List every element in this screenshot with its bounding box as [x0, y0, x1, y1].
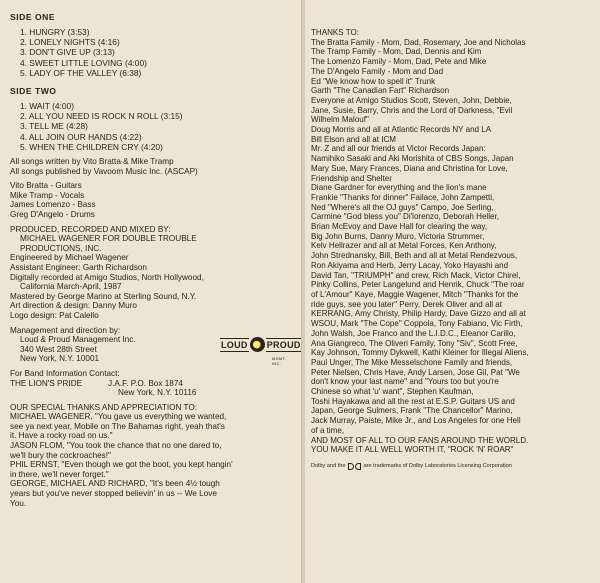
- dolby-double-d-icon: [348, 463, 362, 470]
- thanks-line: Toshi Hayakawa and all the rest at E.S.P. Guitars US and: [311, 396, 515, 406]
- special-thanks-line: OUR SPECIAL THANKS AND APPRECIATION TO:: [10, 402, 197, 412]
- special-thanks-line: years but you've never stopped believin' in us -- We Love: [10, 489, 217, 499]
- thanks-line: David Tan, "TRIUMPH" and crew, Rich Mack, Victor Chirel,: [311, 270, 521, 280]
- band-info-title: For Band Information Contact:: [10, 368, 120, 378]
- credit-line: Logo design: Pat Calello: [10, 310, 99, 320]
- management-line: Loud & Proud Management Inc.: [20, 335, 136, 345]
- thanks-line: Paul Unger, The Mike Messelschone Family and friends,: [311, 357, 513, 367]
- thanks-line: Friendship and Shelter: [311, 173, 392, 183]
- credit-line: Engineered by Michael Wagener: [10, 253, 129, 263]
- thanks-line: Wilhelm Malouf": [311, 115, 369, 125]
- band-member: Mike Tramp - Vocals: [10, 190, 85, 200]
- thanks-list: [311, 28, 594, 455]
- management-line: New York, N.Y. 10001: [20, 354, 100, 364]
- thanks-line: Kelv Hellrazer and all at Metal Forces, Ken Anthony,: [311, 241, 497, 251]
- thanks-line: Mr. Z and all our friends at Victor Records Japan:: [311, 144, 486, 154]
- thanks-line: Mary Sue, Mary Frances, Diana and Christina for Love,: [311, 163, 508, 173]
- logo-subtitle: MGMT. INC.: [272, 355, 287, 366]
- track-item: 3. DON'T GIVE UP (3:13): [20, 47, 115, 58]
- thanks-line: KERRANG, Amy Christy, Philip Hardy, Dave Gizzo and all at: [311, 309, 526, 319]
- credit-line: California March-April, 1987: [20, 282, 122, 292]
- track-item: 4. SWEET LITTLE LOVING (4:00): [20, 57, 147, 68]
- thanks-line: Garth "The Canadian Fart" Richardson: [311, 86, 450, 96]
- thanks-line: Jack Murray, Paiste, Mike Jr., and Los Angeles for one Hell: [311, 416, 521, 426]
- thanks-line: Namihiko Sasaki and Aki Morishita of CBS Songs, Japan: [311, 154, 514, 164]
- production-line: PRODUCTIONS, INC.: [20, 243, 102, 253]
- track-item: 1. WAIT (4:00): [20, 101, 74, 112]
- special-thanks-line: GEORGE, MICHAEL AND RICHARD, "It's been 4½ tough: [10, 479, 220, 489]
- lion-emblem-icon: ♌: [250, 337, 265, 352]
- track-item: 2. LONELY NIGHTS (4:16): [20, 37, 120, 48]
- thanks-line: Frankie "Thanks for dinner" Failace, John Zampetti,: [311, 192, 495, 202]
- credit-line: All songs written by Vito Bratta & Mike Tramp: [10, 157, 174, 167]
- thanks-line: of L'Amour" Kaye, Maggie Wagener, Mitch "Thanks for the: [311, 289, 519, 299]
- thanks-line: Kay Johnson, Tommy Dykwell, Kathi Kleiner for Illegal Aliens,: [311, 348, 529, 358]
- track-item: 3. TELL ME (4:28): [20, 121, 88, 132]
- thanks-line: THANKS TO:: [311, 28, 359, 37]
- special-thanks-line: see ya next year, Mobile on The Bahamas right, yeah that's: [10, 421, 225, 431]
- thanks-line: Ned "Where's all the OJ guys" Campo, Joe Serling,: [311, 202, 494, 212]
- thanks-line: Ron Akiyama and Herb, Jerry Lacay, Yoko Hayashi and: [311, 260, 509, 270]
- production-line: MICHAEL WAGENER FOR DOUBLE TROUBLE: [20, 234, 197, 244]
- management-block: [10, 325, 301, 366]
- band-info-line: THE LION'S PRIDE J.A.F. P.O. Box 1874: [10, 378, 183, 388]
- thanks-line: ride guys, see you later" Perry, Derek Oliver and all at: [311, 299, 502, 309]
- thanks-line: WSOU, Mark "The Cope" Coppola, Tony Fabiano, Vic Firth,: [311, 319, 523, 329]
- credit-line: Assistant Engineer: Garth Richardson: [10, 262, 147, 272]
- dolby-trademark-notice: Dolby and the are trademarks of Dolby Laboratories Licensing Corporation: [311, 463, 512, 470]
- band-members: [10, 181, 292, 219]
- thanks-line: Chinese so what 'u' want", Stephen Kaufman,: [311, 387, 474, 397]
- thanks-line: Ed "We know how to spell it" Trunk: [311, 76, 436, 86]
- thanks-line: The Lomenzo Family - Mom, Dad, Pete and Mike: [311, 57, 487, 67]
- credit-line: Mastered by George Marino at Sterling Sound, N.Y.: [10, 291, 197, 301]
- production-heading: PRODUCED, RECORDED AND MIXED BY:: [10, 224, 171, 234]
- track-item: 4. ALL JOIN OUR HANDS (4:22): [20, 131, 142, 142]
- special-thanks-line: PHIL ERNST, "Even though we got the boot, you kept hangin': [10, 460, 233, 470]
- thanks-line: Carmine "God bless you" Di'lorenzo, Deborah Heller,: [311, 212, 499, 222]
- thanks-line: Jane, Susie, Barry, Chris and the Lord of Darkness, "Evil: [311, 105, 513, 115]
- special-thanks-line: JASON FLOM, "You took the chance that no one dared to,: [10, 441, 222, 451]
- thanks-line: Peter Nielsen, Chris Have, Andy Larsen, Jose Gil, Pat "We: [311, 367, 520, 377]
- special-thanks-line: You.: [10, 498, 27, 508]
- thanks-line: John Strednansky, Bill, Beth and all at Metal Rendezvous,: [311, 251, 518, 261]
- special-thanks-line: in there, we'll never forget.": [10, 469, 109, 479]
- track-item: 2. ALL YOU NEED IS ROCK N ROLL (3:15): [20, 111, 183, 122]
- thanks-line: Big John Burns, Danny Muro, Victoria Strummer,: [311, 231, 485, 241]
- management-line: 340 West 28th Street: [20, 344, 97, 354]
- thanks-line: John Walsh, Joe Franco and the L.I.D.C., Eleanor Carillo,: [311, 328, 516, 338]
- thanks-line: Everyone at Amigo Studios Scott, Steven, John, Debbie,: [311, 95, 512, 105]
- thanks-line: don't know your last name" and "Yours too but you're: [311, 377, 499, 387]
- band-member: Greg D'Angelo - Drums: [10, 210, 95, 219]
- band-member: James Lomenzo - Bass: [10, 200, 96, 210]
- band-info-line: New York, N.Y. 10116: [118, 388, 197, 398]
- special-thanks-line: we'll bury the cockroaches!": [10, 450, 111, 460]
- thanks-line: Pinky Collins, Peter Langelund and Henrik, Chuck "The roar: [311, 280, 525, 290]
- liner-right-panel: [305, 0, 600, 583]
- management-heading: Management and direction by:: [10, 325, 121, 335]
- special-thanks: [10, 403, 292, 509]
- songwriting-credits: [10, 157, 292, 176]
- thanks-line: The D'Angelo Family - Mom and Dad: [311, 66, 444, 76]
- thanks-line: AND MOST OF ALL TO OUR FANS AROUND THE WORLD.: [311, 435, 529, 445]
- band-member: Vito Bratta - Guitars: [10, 181, 82, 191]
- thanks-line: Japan, George Sulmers, Frank "The Chancellor" Marino,: [311, 406, 513, 416]
- credit-line: Art direction & design: Danny Muro: [10, 301, 137, 311]
- thanks-line: The Bratta Family - Mom, Dad, Rosemary, Joe and Nicholas: [311, 37, 526, 47]
- thanks-line: Doug Morris and all at Atlantic Records NY and LA: [311, 125, 492, 135]
- thanks-line: Bill Elson and all at ICM: [311, 134, 396, 144]
- loud-proud-logo: LOUD ♌ PROUD: [220, 334, 302, 356]
- band-info-contact: [10, 369, 292, 398]
- track-item: 5. WHEN THE CHILDREN CRY (4:20): [20, 141, 163, 152]
- credit-line: Digitally recorded at Amigo Studios, North Hollywood,: [10, 272, 204, 282]
- track-item: 1. HUNGRY (3:53): [20, 27, 90, 37]
- thanks-line: of a time,: [311, 425, 345, 435]
- special-thanks-line: MICHAEL WAGENER, "You gave us everything we wanted,: [10, 412, 227, 422]
- thanks-line: Diane Gardner for everything and the lion's mane: [311, 183, 487, 193]
- special-thanks-line: it. Have a rocky road on us.": [10, 431, 113, 441]
- side-two-tracklist: [10, 101, 292, 152]
- production-credits: [10, 225, 292, 321]
- thanks-line: Brian McEvoy and Dave Hall for clearing the way,: [311, 222, 488, 232]
- thanks-line: YOU MAKE IT ALL WELL WORTH IT, "ROCK 'N' ROAR": [311, 445, 514, 455]
- credit-line: All songs published by Vavoom Music Inc. (ASCAP): [10, 166, 198, 176]
- track-item: 5. LADY OF THE VALLEY (6:38): [20, 67, 142, 78]
- side-two-heading: SIDE TWO: [10, 86, 57, 97]
- side-one-tracklist: [10, 27, 292, 78]
- thanks-line: Ana Giangreco, The Oliveri Family, Tony "Siv", Scott Free,: [311, 338, 518, 348]
- thanks-line: The Tramp Family - Mom, Dad, Dennis and Kim: [311, 47, 482, 57]
- side-one-heading: SIDE ONE: [10, 12, 56, 22]
